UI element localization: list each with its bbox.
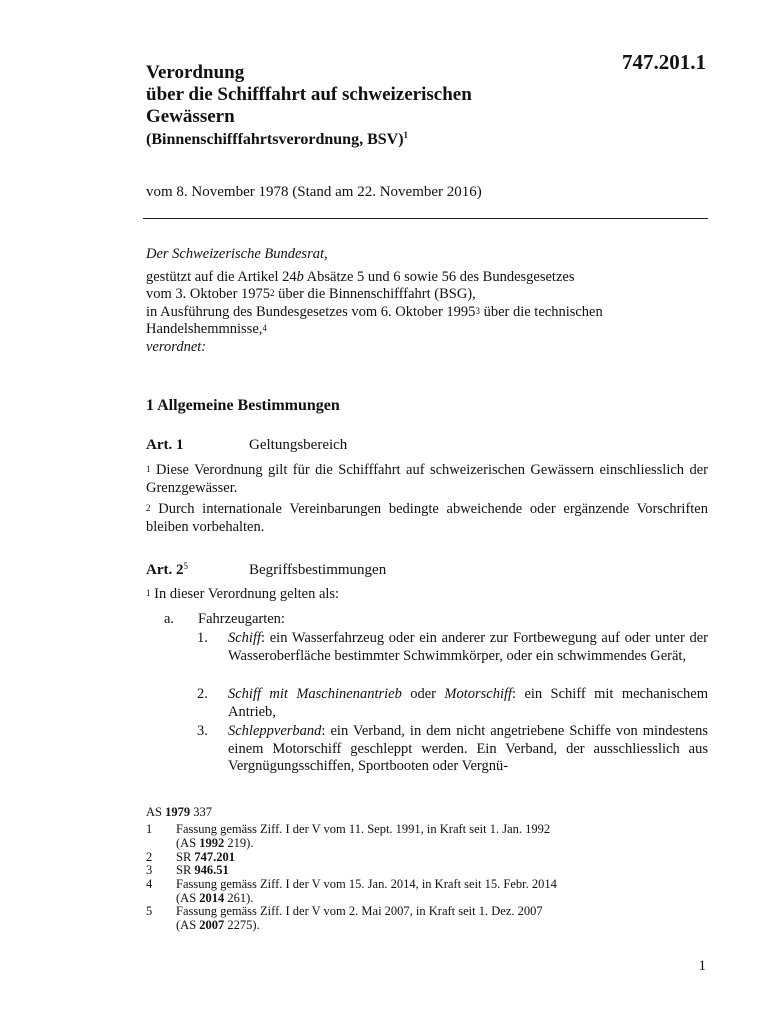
as-reference: AS 1979 337 [146,805,212,819]
article-2-heading [146,562,546,580]
article-2-paragraph-1: $^1$ In dieser Verordnung gelten als: [146,586,340,602]
footnote-ref[interactable]: 2 [270,288,275,298]
sub-item-3: 3. Schleppverband: ein Verband, in dem nicht angetriebene Schiffe von mindestens einem Motorschiff geschleppt werden. Ein Verband, der ausschliesslich aus Vergnügungsschiffen, Sportbooten oder Vergnü- [197,723,708,774]
footnote-4: 4 Fassung gemäss Ziff. I der V vom 15. Jan. 2014, in Kraft seit 15. Febr. 2014 (AS 2014 261). [146,877,557,905]
article-title: Geltungsbereich [249,437,348,453]
header-divider [143,218,708,219]
sub-item-number: 3. [197,723,208,739]
defined-term: Schiff [228,630,262,646]
preamble-line: in Ausführung des Bundesgesetzes vom 6. Oktober 1995$^3$ über die technischen [146,303,603,320]
title-line: Gewässern [146,106,235,127]
document-title [146,62,472,128]
footnote-5: 5 Fassung gemäss Ziff. I der V vom 2. Mai 2007, in Kraft seit 1. Dez. 2007 (AS 2007 2275). [146,904,543,932]
sub-item-number: 1. [197,630,208,646]
list-text: Fahrzeugarten: [198,611,285,627]
footnote-3: 3 SR 946.51 [146,863,229,877]
article-number: Art. 1 [146,437,184,453]
defined-term: Schleppverband [228,723,322,739]
section-heading: 1 Allgemeine Bestimmungen [146,397,340,414]
sub-item-2: 2. Schiff mit Maschinenantrieb oder Motorschiff: ein Schiff mit mechanischem Antrieb, [197,686,708,720]
sr-number: 747.201.1 [622,50,706,74]
footnote-ref[interactable]: 1 [403,130,409,140]
article-title: Begriffsbestimmungen [249,562,387,578]
article-1-paragraph-2: $^2$ Durch internationale Vereinbarungen bedingte abweichende oder ergänzende Vorschriften bleiben vorbehalten. [146,501,708,535]
sub-item-1: 1. Schiff: ein Wasserfahrzeug oder ein anderer zur Fortbewegung auf oder unter der Wasseroberfläche bestimmter Schwimmkörper, oder ein schwimmendes Gerät, [197,630,708,664]
defined-term: Motorschiff [444,686,513,702]
footnote-ref[interactable]: 4 [262,323,267,333]
preamble-line: Handelshemmnisse,$^4$ [146,321,267,337]
paragraph-number: 1 [146,588,151,598]
list-label: a. [164,611,175,627]
paragraph-number: 1 [146,464,151,474]
article-1-paragraph-1: $^1$ Diese Verordnung gilt für die Schifffahrt auf schweizerischen Gewässern einschliesslich der Grenzgewässer. [146,462,708,496]
sub-item-number: 2. [197,686,208,702]
footnote-number: 2 [146,850,153,864]
title-line: Verordnung [146,62,245,83]
short-title-text: (Binnenschifffahrtsverordnung, BSV) [146,131,404,148]
article-1-heading [146,437,546,455]
preamble-authority: Der Schweizerische Bundesrat, [146,246,328,262]
title-line: über die Schifffahrt auf schweizerischen [146,84,472,105]
paragraph-number: 2 [146,503,151,513]
date-line: vom 8. November 1978 (Stand am 22. November 2016) [146,184,482,200]
footnote-number: 4 [146,877,153,891]
preamble-decree: verordnet: [146,338,207,355]
footnote-number: 5 [146,904,153,918]
page-number: 1 [698,958,706,974]
list-item-a [164,611,464,629]
defined-term: Schiff mit Maschinenantrieb [228,686,402,702]
short-title [146,131,408,149]
article-number: Art. $2^5$ [146,561,188,578]
footnote-number: 3 [146,863,153,877]
footnote-ref[interactable]: 5 [183,561,188,571]
preamble [146,246,708,356]
footnote-ref[interactable]: 3 [475,305,480,316]
footnote-number: 1 [146,822,153,836]
preamble-line: gestützt auf die Artikel 24b Absätze 5 und 6 sowie 56 des Bundesgesetzes [146,268,575,285]
footnote-1: 1 Fassung gemäss Ziff. I der V vom 11. Sept. 1991, in Kraft seit 1. Jan. 1992 (AS 1992 219). [146,822,551,850]
preamble-line: vom 3. Oktober 1975$^2$ über die Binnenschifffahrt (BSG), [146,286,476,302]
footnote-2: 2 SR 747.201 [146,850,236,864]
